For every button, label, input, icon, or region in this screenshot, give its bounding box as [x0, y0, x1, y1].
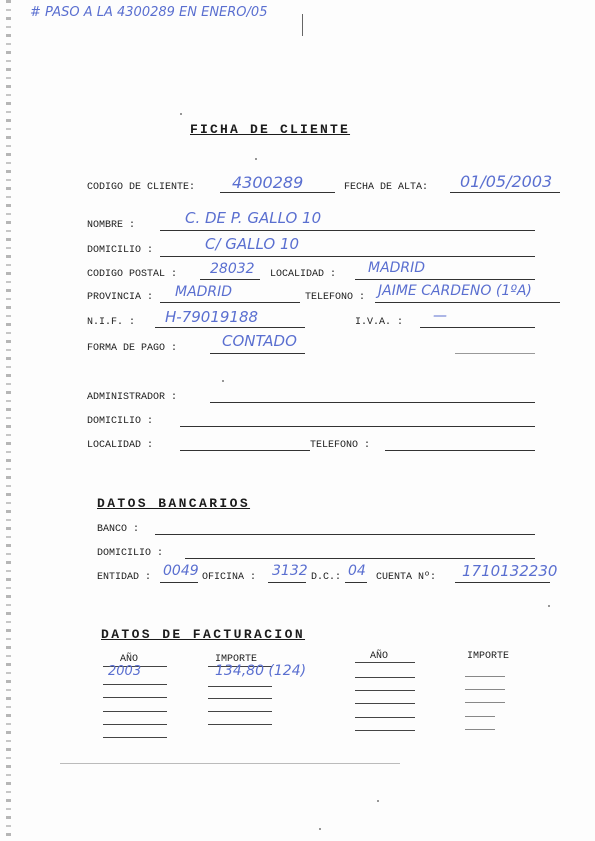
entidad-line [160, 582, 198, 583]
admin-telefono-label: TELEFONO : [310, 440, 371, 451]
ano-blank-line [103, 711, 167, 712]
banco-line [155, 534, 535, 535]
forma-pago-value: CONTADO [222, 332, 297, 350]
ano-2-blank-line [355, 703, 415, 704]
nif-label: N.I.F. : [87, 317, 136, 328]
codigo-cliente-line [220, 192, 335, 193]
ano-blank-line [103, 724, 167, 725]
ano-blank-line [103, 697, 167, 698]
importe-2-blank-line [465, 676, 505, 677]
cuenta-value: 1710132230 [462, 562, 558, 580]
provincia-line [160, 302, 300, 303]
codigo-postal-value: 28032 [210, 261, 255, 277]
entidad-value: 0049 [163, 563, 199, 579]
forma-pago-label: FORMA DE PAGO : [87, 343, 178, 354]
ano-blank-line [103, 684, 167, 685]
dc-value: 04 [348, 563, 366, 579]
col-importe-header: IMPORTE [215, 654, 258, 665]
importe-2-blank-line [465, 729, 495, 730]
importe-blank-line [208, 724, 272, 725]
oficina-value: 3132 [272, 563, 308, 579]
pen-mark [302, 14, 303, 36]
forma-pago-line [210, 353, 305, 354]
admin-domicilio-line [180, 426, 535, 427]
datos-facturacion-heading: DATOS DE FACTURACION [101, 627, 306, 642]
importe-2-blank-line [465, 689, 505, 690]
oficina-label: OFICINA : [202, 572, 257, 583]
localidad-value: MADRID [368, 260, 426, 276]
nombre-value: C. DE P. GALLO 10 [185, 209, 322, 227]
localidad-label: LOCALIDAD : [270, 269, 337, 280]
cuenta-line [455, 582, 550, 583]
banco-domicilio-label: DOMICILIO : [97, 548, 164, 559]
fecha-alta-line [450, 192, 560, 193]
col-ano-2-header: AÑO [370, 651, 389, 662]
localidad-line [355, 279, 535, 280]
dc-label: D.C.: [311, 572, 342, 583]
datos-bancarios-heading: DATOS BANCARIOS [97, 496, 251, 511]
ano-2-blank-line [355, 690, 415, 691]
nombre-line [160, 230, 535, 231]
banco-domicilio-line [185, 558, 535, 559]
importe-blank-line [208, 698, 272, 699]
domicilio-label: DOMICILIO : [87, 245, 154, 256]
admin-localidad-line [180, 450, 310, 451]
importe-blank-line [208, 686, 272, 687]
entidad-label: ENTIDAD : [97, 572, 152, 583]
telefono-label: TELEFONO : [305, 292, 366, 303]
codigo-cliente-label: CODIGO DE CLIENTE: [87, 182, 196, 193]
provincia-label: PROVINCIA : [87, 292, 154, 303]
col-ano-2-underline [355, 662, 415, 663]
administrador-line [210, 402, 535, 403]
oficina-line [268, 582, 306, 583]
ano-2-blank-line [355, 730, 415, 731]
factura-row-ano: 2003 [108, 664, 142, 679]
admin-domicilio-label: DOMICILIO : [87, 416, 154, 427]
domicilio-line [160, 256, 535, 257]
nif-line [155, 327, 305, 328]
handwritten-note: # PASO A LA 4300289 EN ENERO/05 [30, 5, 268, 20]
dc-line [345, 582, 367, 583]
document-title: FICHA DE CLIENTE [190, 122, 351, 137]
scan-dot [377, 800, 379, 802]
ano-blank-line [103, 737, 167, 738]
scan-dot [319, 828, 321, 830]
cuenta-label: CUENTA Nº: [376, 572, 437, 583]
scan-artifact-line [60, 763, 400, 764]
factura-row-importe: 134,80 (124) [215, 663, 307, 679]
importe-blank-line [208, 711, 272, 712]
telefono-line [375, 302, 560, 303]
scan-edge-marks [6, 0, 11, 841]
scan-dot [180, 113, 182, 115]
importe-2-blank-line [465, 716, 495, 717]
admin-telefono-line [385, 450, 535, 451]
codigo-cliente-value: 4300289 [232, 173, 304, 192]
iva-value: — [433, 308, 447, 324]
scan-dot [222, 380, 224, 382]
nif-value: H-79019188 [165, 308, 259, 326]
forma-pago-line-2 [455, 353, 535, 354]
iva-label: I.V.A. : [355, 317, 404, 328]
col-importe-2-header: IMPORTE [467, 651, 510, 662]
ano-2-blank-line [355, 677, 415, 678]
fecha-alta-value: 01/05/2003 [460, 172, 553, 191]
domicilio-value: C/ GALLO 10 [205, 235, 300, 253]
importe-2-blank-line [465, 702, 505, 703]
scan-dot [255, 158, 257, 160]
telefono-value: JAIME CARDENO (1ºA) [378, 283, 532, 299]
scan-dot [548, 605, 550, 607]
ano-2-blank-line [355, 717, 415, 718]
fecha-alta-label: FECHA DE ALTA: [344, 182, 429, 193]
admin-localidad-label: LOCALIDAD : [87, 440, 154, 451]
codigo-postal-line [200, 279, 260, 280]
col-ano-header: AÑO [120, 654, 139, 665]
administrador-label: ADMINISTRADOR : [87, 392, 178, 403]
provincia-value: MADRID [175, 284, 233, 300]
iva-line [420, 327, 535, 328]
nombre-label: NOMBRE : [87, 220, 136, 231]
banco-label: BANCO : [97, 524, 140, 535]
codigo-postal-label: CODIGO POSTAL : [87, 269, 178, 280]
